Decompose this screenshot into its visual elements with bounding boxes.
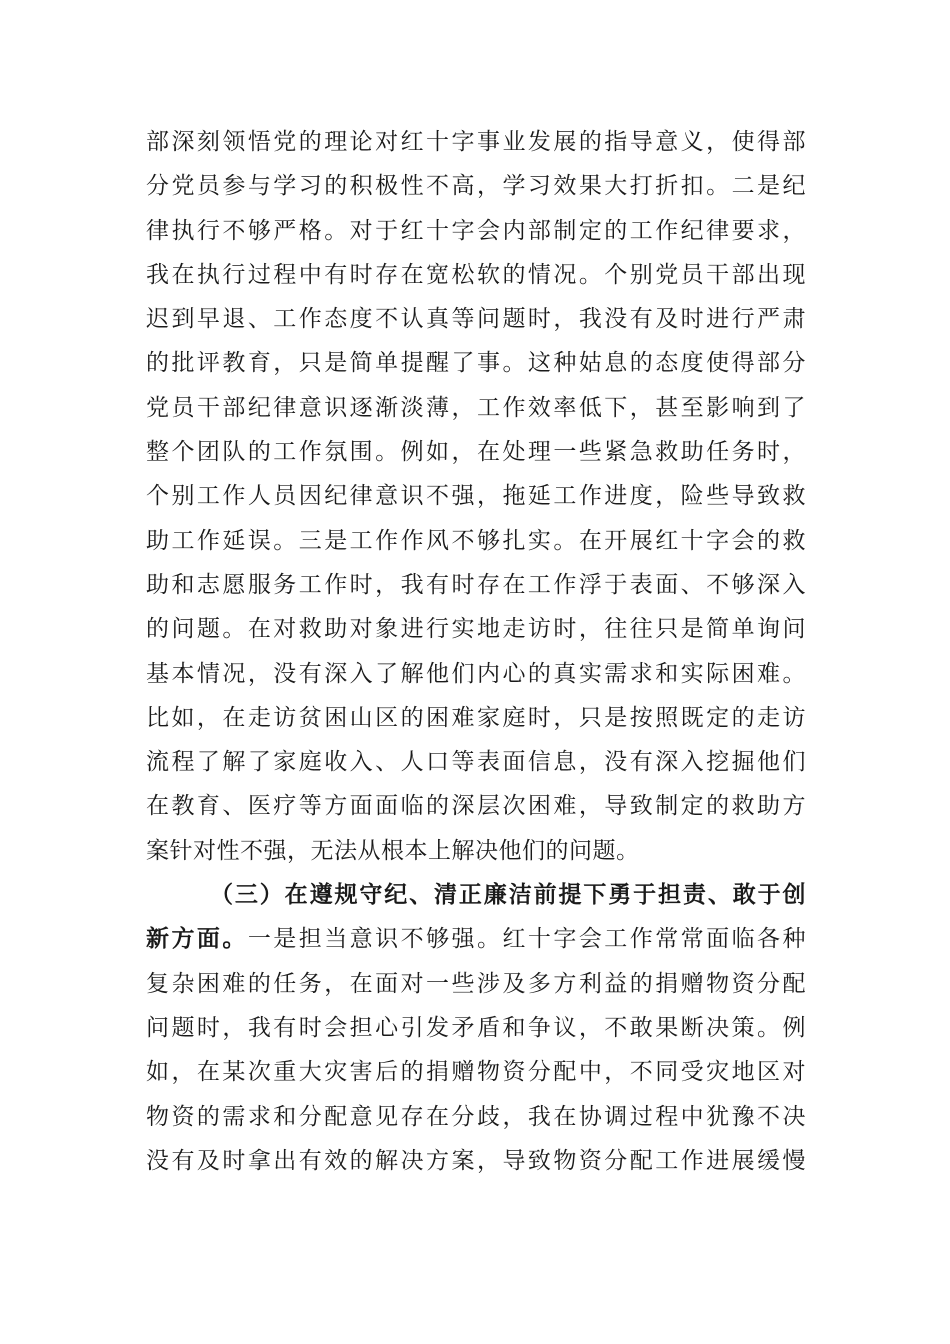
text-line (146, 962, 806, 1006)
text-segment: 的批评教育，只是简单提醒了事。这种姑息的态度使得部分 (146, 350, 806, 377)
text-segment: 我在执行过程中有时存在宽松软的情况。个别党员干部出现 (146, 261, 806, 288)
text-segment: 律执行不够严格。对于红十字会内部制定的工作纪律要求， (146, 217, 806, 244)
text-segment: 物资的需求和分配意见存在分歧，我在协调过程中犹豫不决 (146, 1103, 806, 1130)
text-segment: 迟到早退、工作态度不认真等问题时，我没有及时进行严肃 (146, 306, 806, 333)
text-segment: 案针对性不强，无法从根本上解决他们的问题。 (146, 837, 640, 864)
text-segment: 复杂困难的任务，在面对一些涉及多方利益的捐赠物资分配 (146, 970, 806, 997)
text-line (146, 1139, 806, 1183)
text-segment: 党员干部纪律意识逐渐淡薄，工作效率低下，甚至影响到了 (146, 394, 806, 421)
text-line (146, 563, 806, 607)
text-line (146, 341, 806, 385)
text-line (146, 209, 806, 253)
text-line (146, 696, 806, 740)
text-line (146, 829, 806, 873)
text-line (146, 784, 806, 828)
text-line (146, 253, 806, 297)
text-line (146, 120, 806, 164)
text-line (146, 519, 806, 563)
text-line (146, 607, 806, 651)
text-segment: 比如，在走访贫困山区的困难家庭时，只是按照既定的走访 (146, 704, 806, 731)
text-segment: 部深刻领悟党的理论对红十字事业发展的指导意义，使得部 (146, 129, 806, 155)
text-segment: 分党员参与学习的积极性不高，学习效果大打折扣。二是纪 (146, 173, 806, 200)
text-segment: 问题时，我有时会担心引发矛盾和争议，不敢果断决策。例 (146, 1014, 806, 1041)
text-line (146, 430, 806, 474)
body-text (146, 120, 806, 1183)
text-segment: 在教育、医疗等方面面临的深层次困难，导致制定的救助方 (146, 793, 806, 820)
text-segment: 的问题。在对救助对象进行实地走访时，往往只是简单询问 (146, 616, 806, 643)
text-segment: 如，在某次重大灾害后的捐赠物资分配中，不同受灾地区对 (146, 1059, 806, 1086)
text-line (146, 474, 806, 518)
bold-text-segment: （三）在遵规守纪、清正廉洁前提下勇于担责、敢于创 (210, 881, 806, 909)
text-segment: 流程了解了家庭收入、人口等表面信息，没有深入挖掘他们 (146, 749, 806, 776)
text-segment: 助和志愿服务工作时，我有时存在工作浮于表面、不够深入 (146, 571, 806, 598)
text-line (146, 1006, 806, 1050)
text-segment: 一是担当意识不够强。红十字会工作常常面临各种 (247, 926, 807, 953)
text-line (146, 652, 806, 696)
text-line (146, 386, 806, 430)
text-segment: 没有及时拿出有效的解决方案，导致物资分配工作进展缓慢 (146, 1147, 806, 1174)
text-segment: 助工作延误。三是工作作风不够扎实。在开展红十字会的救 (146, 527, 806, 554)
text-line (146, 917, 806, 961)
text-line (146, 740, 806, 784)
bold-text-segment: 新方面。 (146, 925, 248, 953)
text-segment: 基本情况，没有深入了解他们内心的真实需求和实际困难。 (146, 660, 806, 687)
text-line (146, 164, 806, 208)
text-line (146, 1050, 806, 1094)
text-line (146, 297, 806, 341)
text-line (146, 1095, 806, 1139)
text-line (146, 873, 806, 917)
text-segment: 整个团队的工作氛围。例如，在处理一些紧急救助任务时， (146, 439, 806, 466)
text-segment: 个别工作人员因纪律意识不强，拖延工作进度，险些导致救 (146, 483, 806, 510)
